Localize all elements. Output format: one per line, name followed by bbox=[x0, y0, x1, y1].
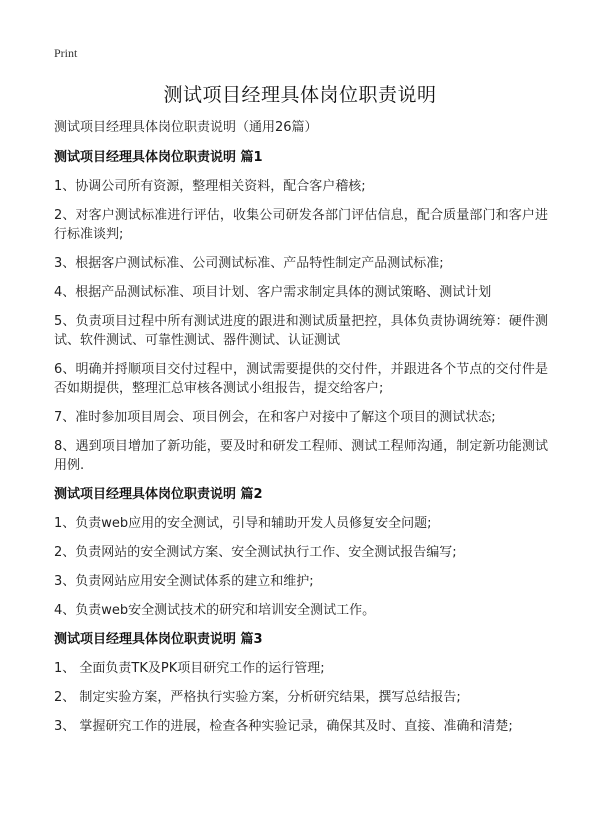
list-item: 2、 制定实验方案，严格执行实验方案，分析研究结果，撰写总结报告; bbox=[54, 690, 461, 705]
document-title: 测试项目经理具体岗位职责说明 bbox=[163, 84, 437, 106]
section-3 bbox=[54, 630, 548, 736]
list-item: 4、负责web安全测试技术的研究和培训安全测试工作。 bbox=[54, 603, 376, 618]
list-item: 6、明确并捋顺项目交付过程中，测试需要提供的交付件，并跟进各个节点的交付件是否如期提供，整理汇总审核各测试小组报告，提交给客户; bbox=[54, 362, 548, 396]
section-2 bbox=[54, 485, 548, 620]
list-item: 3、根据客户测试标准、公司测试标准、产品特性制定产品测试标准; bbox=[54, 256, 444, 271]
list-item: 3、负责网站应用安全测试体系的建立和维护; bbox=[54, 574, 314, 589]
section-heading: 测试项目经理具体岗位职责说明 篇3 bbox=[54, 632, 263, 647]
list-item: 3、 掌握研究工作的进展，检查各种实验记录，确保其及时、直接、准确和清楚; bbox=[54, 719, 513, 734]
list-item: 5、负责项目过程中所有测试进度的跟进和测试质量把控，具体负责协调统筹：硬件测试、软件测试、可靠性测试、器件测试、认证测试 bbox=[54, 314, 548, 348]
list-item: 8、遇到项目增加了新功能，要及时和研发工程师、测试工程师沟通，制定新功能测试用例. bbox=[54, 439, 548, 473]
section-heading: 测试项目经理具体岗位职责说明 篇1 bbox=[54, 150, 263, 165]
list-item: 4、根据产品测试标准、项目计划、客户需求制定具体的测试策略、测试计划 bbox=[54, 285, 492, 300]
print-label: Print bbox=[54, 46, 78, 60]
section-1 bbox=[54, 148, 548, 475]
list-item: 2、负责网站的安全测试方案、安全测试执行工作、安全测试报告编写; bbox=[54, 545, 457, 560]
list-item: 1、负责web应用的安全测试，引导和辅助开发人员修复安全问题; bbox=[54, 516, 432, 531]
document-subtitle: 测试项目经理具体岗位职责说明（通用26篇） bbox=[54, 120, 318, 135]
list-item: 1、协调公司所有资源，整理相关资料，配合客户稽核; bbox=[54, 179, 366, 194]
section-heading: 测试项目经理具体岗位职责说明 篇2 bbox=[54, 487, 263, 502]
list-item: 1、 全面负责TK及PK项目研究工作的运行管理; bbox=[54, 661, 325, 676]
list-item: 7、准时参加项目周会、项目例会，在和客户对接中了解这个项目的测试状态; bbox=[54, 410, 496, 425]
list-item: 2、对客户测试标准进行评估，收集公司研发各部门评估信息，配合质量部门和客户进行标准谈判; bbox=[54, 208, 548, 242]
document-body bbox=[54, 118, 548, 746]
